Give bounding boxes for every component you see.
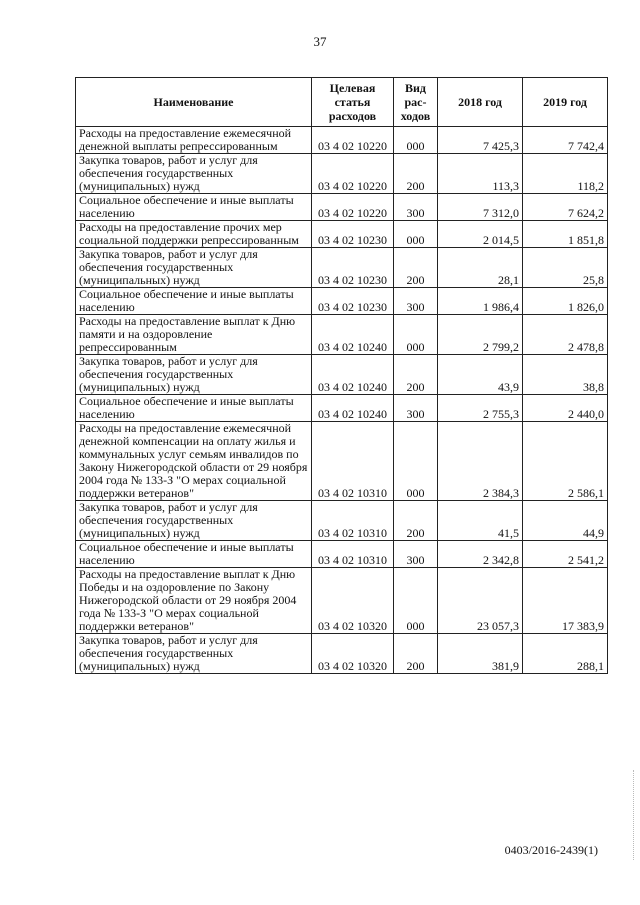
table-body	[76, 127, 608, 674]
cell-kind: 200	[394, 634, 438, 674]
cell-name: Социальное обеспечение и иные выплаты населению	[76, 288, 312, 315]
cell-name: Закупка товаров, работ и услуг для обеспечения государственных (муниципальных) нужд	[76, 154, 312, 194]
cell-code: 03 4 02 10320	[312, 568, 394, 634]
cell-kind: 300	[394, 541, 438, 568]
table-row	[76, 355, 608, 395]
cell-2018: 113,3	[438, 154, 523, 194]
cell-2019: 38,8	[523, 355, 608, 395]
cell-code: 03 4 02 10230	[312, 288, 394, 315]
cell-2018: 2 342,8	[438, 541, 523, 568]
cell-2018: 2 799,2	[438, 315, 523, 355]
cell-kind: 000	[394, 127, 438, 154]
cell-code: 03 4 02 10240	[312, 355, 394, 395]
cell-name: Расходы на предоставление ежемесячной денежной компенсации на оплату жилья и коммунальных услуг семьям инвалидов по Закону Нижегородской области от 29 ноября 2004 года № 133-З "О мерах социальной поддержки ветеранов"	[76, 422, 312, 501]
cell-kind: 000	[394, 568, 438, 634]
cell-name: Закупка товаров, работ и услуг для обеспечения государственных (муниципальных) нужд	[76, 248, 312, 288]
cell-2018: 381,9	[438, 634, 523, 674]
table-row	[76, 194, 608, 221]
header-kind: Вид рас- ходов	[394, 78, 438, 127]
cell-2018: 1 986,4	[438, 288, 523, 315]
document-code: 0403/2016-2439(1)	[504, 843, 598, 857]
margin-mark	[633, 770, 638, 860]
table-row	[76, 634, 608, 674]
cell-2018: 7 312,0	[438, 194, 523, 221]
cell-code: 03 4 02 10220	[312, 194, 394, 221]
cell-kind: 000	[394, 315, 438, 355]
table-row	[76, 315, 608, 355]
table-row	[76, 248, 608, 288]
table-header-row	[76, 78, 608, 127]
cell-name: Расходы на предоставление выплат к Дню памяти и на оздоровление репрессированным	[76, 315, 312, 355]
cell-2018: 7 425,3	[438, 127, 523, 154]
cell-kind: 200	[394, 248, 438, 288]
budget-table	[75, 77, 608, 674]
cell-code: 03 4 02 10230	[312, 248, 394, 288]
cell-2019: 7 742,4	[523, 127, 608, 154]
cell-code: 03 4 02 10310	[312, 422, 394, 501]
cell-kind: 300	[394, 395, 438, 422]
cell-name: Социальное обеспечение и иные выплаты населению	[76, 541, 312, 568]
cell-2018: 2 014,5	[438, 221, 523, 248]
cell-code: 03 4 02 10240	[312, 315, 394, 355]
cell-2019: 118,2	[523, 154, 608, 194]
cell-2019: 2 541,2	[523, 541, 608, 568]
cell-2019: 2 440,0	[523, 395, 608, 422]
cell-kind: 300	[394, 194, 438, 221]
table-row	[76, 568, 608, 634]
header-2018: 2018 год	[438, 78, 523, 127]
cell-name: Социальное обеспечение и иные выплаты населению	[76, 395, 312, 422]
cell-2019: 17 383,9	[523, 568, 608, 634]
cell-name: Расходы на предоставление выплат к Дню Победы и на оздоровление по Закону Нижегородской области от 29 ноября 2004 года № 133-З "О мерах социальной поддержки ветеранов"	[76, 568, 312, 634]
cell-kind: 000	[394, 221, 438, 248]
table-row	[76, 127, 608, 154]
cell-kind: 000	[394, 422, 438, 501]
cell-2019: 2 586,1	[523, 422, 608, 501]
cell-2019: 7 624,2	[523, 194, 608, 221]
table-row	[76, 154, 608, 194]
cell-code: 03 4 02 10310	[312, 541, 394, 568]
cell-kind: 200	[394, 154, 438, 194]
table-row	[76, 395, 608, 422]
cell-2019: 2 478,8	[523, 315, 608, 355]
cell-2018: 43,9	[438, 355, 523, 395]
cell-2018: 23 057,3	[438, 568, 523, 634]
cell-2018: 2 384,3	[438, 422, 523, 501]
cell-name: Закупка товаров, работ и услуг для обеспечения государственных (муниципальных) нужд	[76, 355, 312, 395]
cell-code: 03 4 02 10220	[312, 154, 394, 194]
header-code: Целевая статья расходов	[312, 78, 394, 127]
table-row	[76, 221, 608, 248]
table-row	[76, 541, 608, 568]
table-row	[76, 422, 608, 501]
cell-kind: 200	[394, 355, 438, 395]
cell-kind: 300	[394, 288, 438, 315]
cell-2019: 44,9	[523, 501, 608, 541]
cell-name: Закупка товаров, работ и услуг для обеспечения государственных (муниципальных) нужд	[76, 634, 312, 674]
table-row	[76, 288, 608, 315]
cell-2018: 41,5	[438, 501, 523, 541]
cell-code: 03 4 02 10310	[312, 501, 394, 541]
header-2019: 2019 год	[523, 78, 608, 127]
cell-code: 03 4 02 10240	[312, 395, 394, 422]
header-name: Наименование	[76, 78, 312, 127]
cell-code: 03 4 02 10230	[312, 221, 394, 248]
cell-2019: 1 826,0	[523, 288, 608, 315]
cell-code: 03 4 02 10320	[312, 634, 394, 674]
cell-2019: 1 851,8	[523, 221, 608, 248]
cell-2018: 2 755,3	[438, 395, 523, 422]
cell-name: Закупка товаров, работ и услуг для обеспечения государственных (муниципальных) нужд	[76, 501, 312, 541]
cell-2019: 25,8	[523, 248, 608, 288]
table-row	[76, 501, 608, 541]
cell-name: Расходы на предоставление прочих мер социальной поддержки репрессированным	[76, 221, 312, 248]
cell-2018: 28,1	[438, 248, 523, 288]
cell-name: Расходы на предоставление ежемесячной денежной выплаты репрессированным	[76, 127, 312, 154]
cell-2019: 288,1	[523, 634, 608, 674]
cell-name: Социальное обеспечение и иные выплаты населению	[76, 194, 312, 221]
cell-kind: 200	[394, 501, 438, 541]
page-number: 37	[313, 34, 327, 49]
cell-code: 03 4 02 10220	[312, 127, 394, 154]
